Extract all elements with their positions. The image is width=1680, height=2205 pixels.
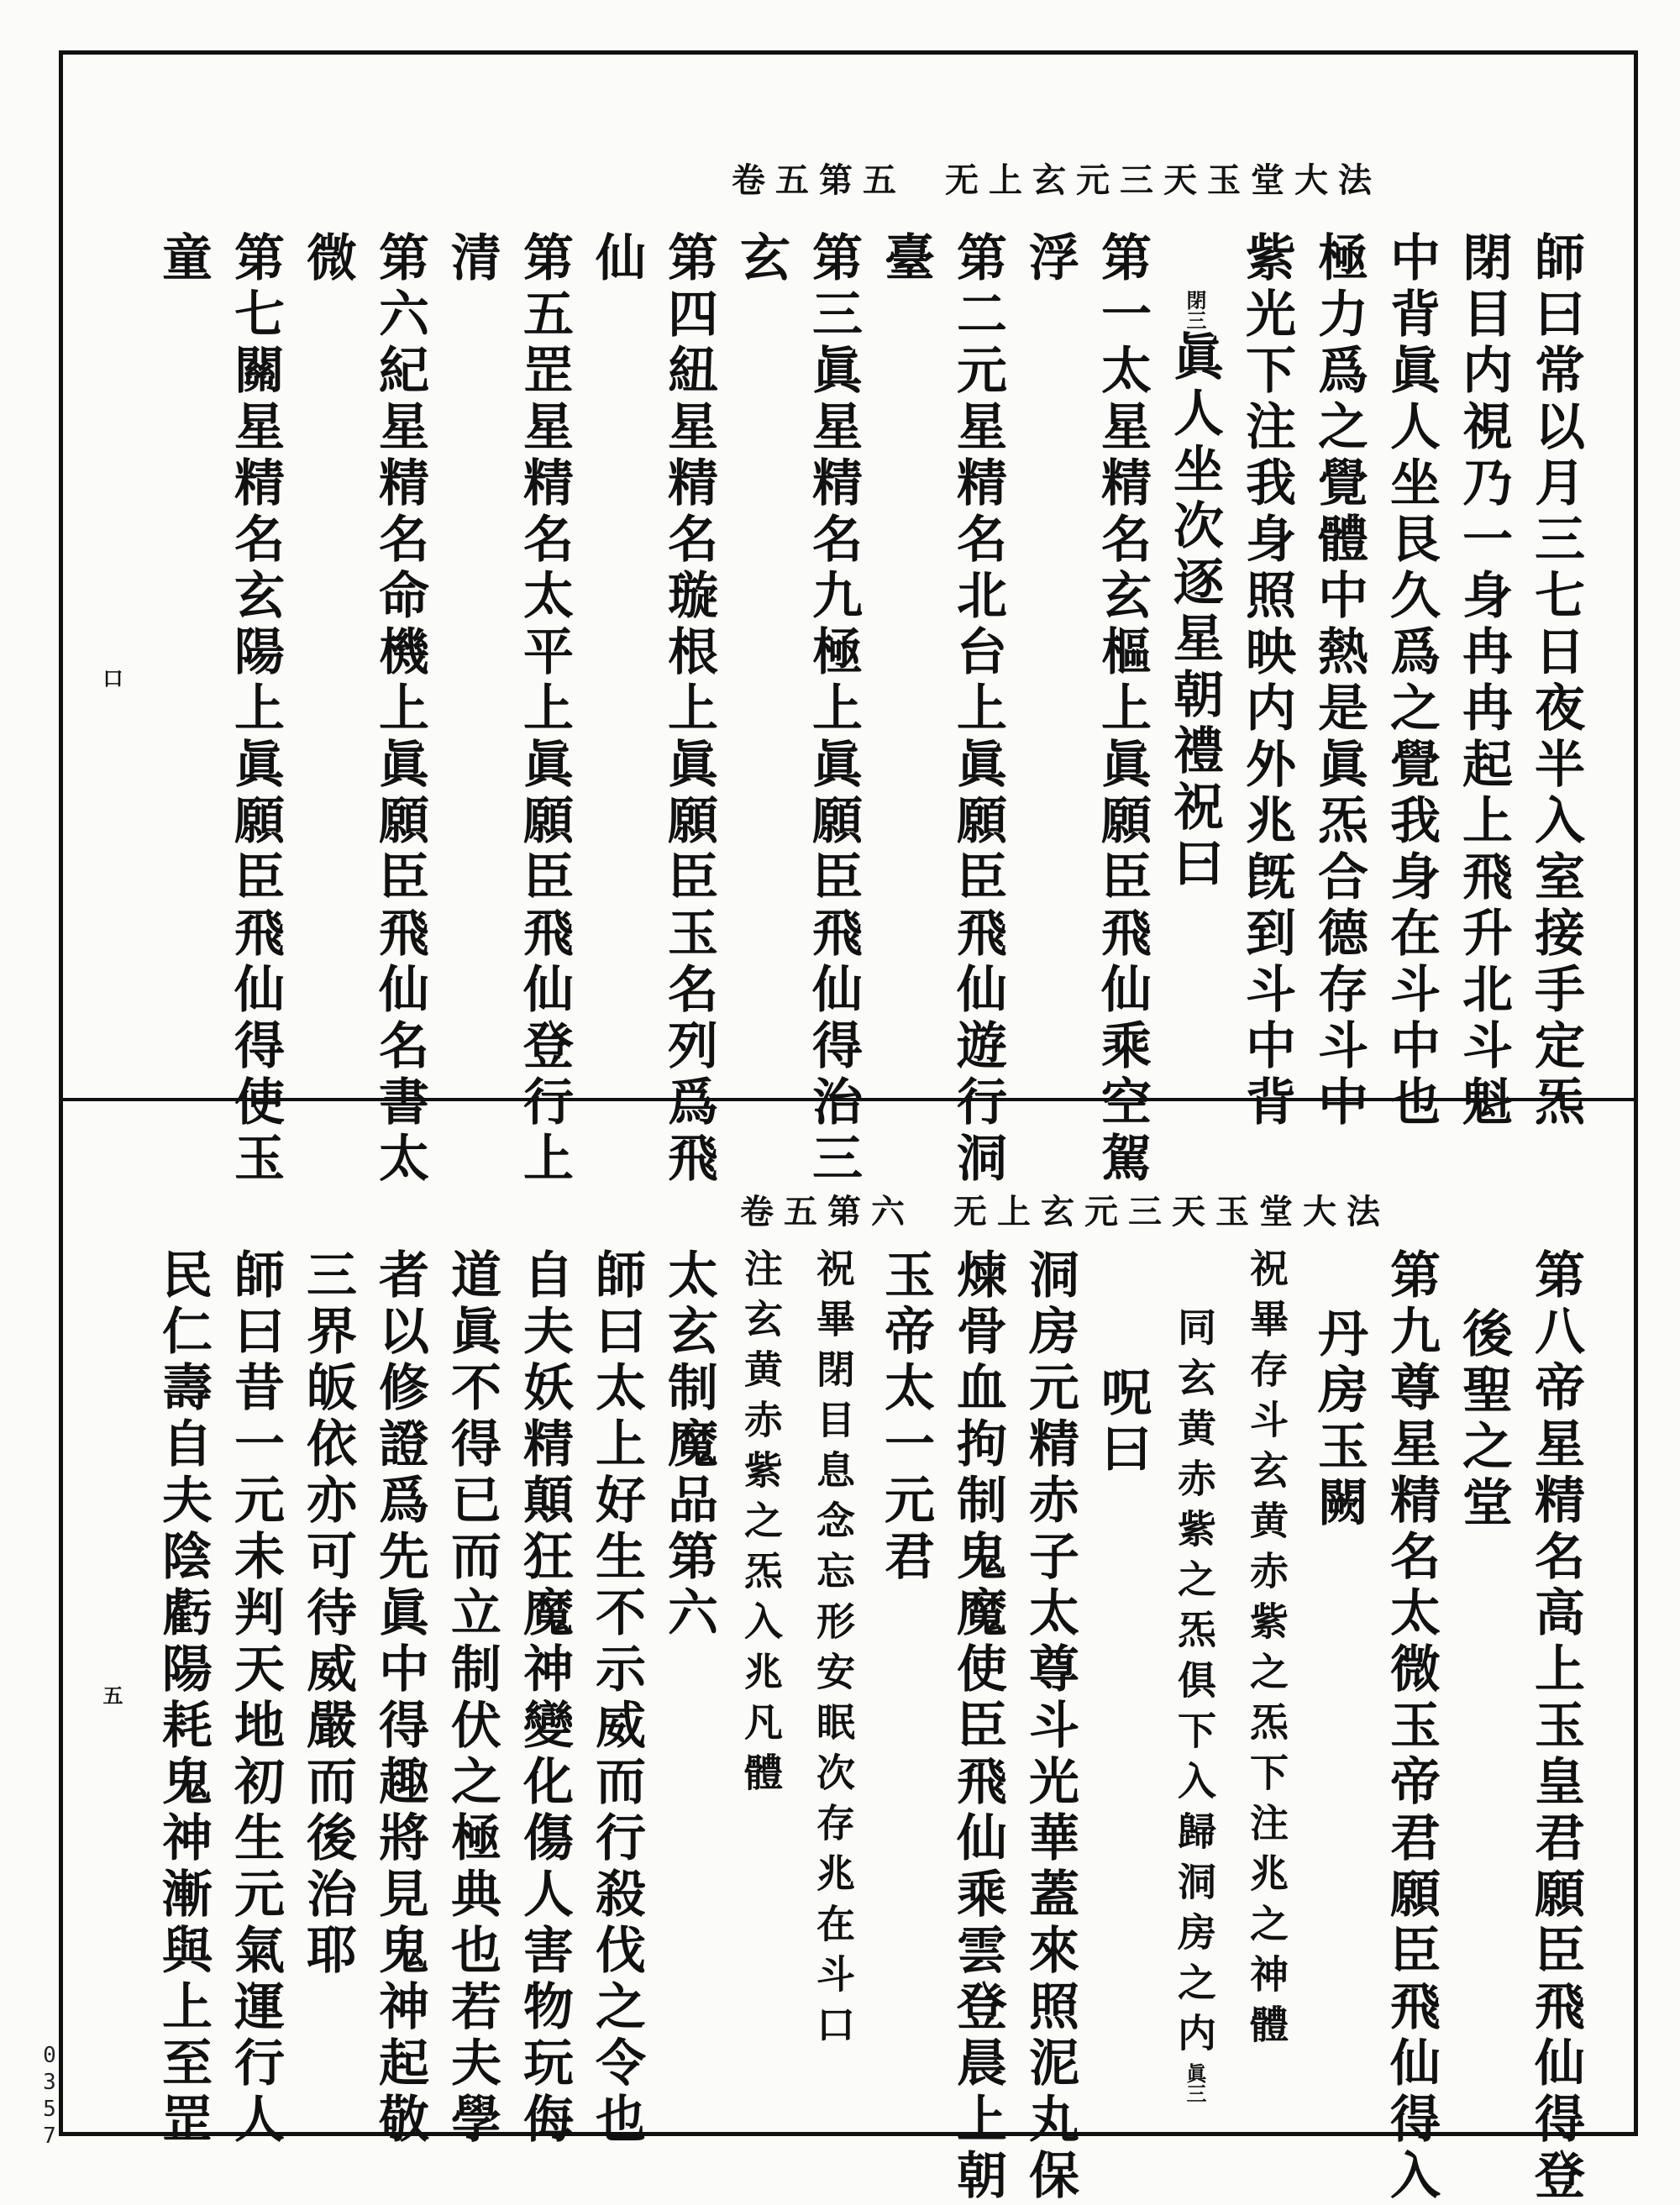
text-column: 第八帝星精名高上玉皇君願臣飛仙得登 [1526,1248,1585,2205]
bottom-running-header [740,1185,1390,1233]
text-column: 丹房玉闕 [1310,1307,1368,1532]
text-column: 祝畢存斗玄黄赤紫之炁下注兆之神體 [1244,1248,1289,2055]
bottom-header-volume: 卷五第六 [740,1192,915,1231]
text-column: 清 [443,231,501,287]
text-column: 浮 [1021,231,1079,287]
text-column: 第一太星精名玄樞上眞願臣飛仙乘空駕 [1093,231,1152,1188]
annotation-note: 五 [99,1685,123,1717]
column-text: 眞人坐次逐星朝禮祝曰 [1165,330,1224,893]
top-running-header [732,154,1382,202]
text-column: 民仁壽自夫陰虧陽耗鬼神漸與上至罡 [154,1248,213,2149]
top-header-title: 无上玄元三天玉堂大法 [945,160,1382,200]
annotation-note: 眞三 [1183,2063,1207,2103]
text-column: 者以修證爲先眞中得趣將見鬼神起敬 [370,1248,429,2149]
text-column: 師曰常以月三七日夜半入室接手定炁 [1526,231,1585,1131]
text-column: 洞房元精赤子太尊斗光華蓋來照泥丸保 [1021,1248,1079,2205]
text-column: 第七關星精名玄陽上眞願臣飛仙得使玉 [226,231,285,1188]
annotation-note: 閉三 [1183,290,1207,330]
text-column: 三界皈依亦可待威嚴而後治耶 [298,1248,357,1980]
bottom-page [63,1101,1634,2205]
text-column [1158,1248,1231,2103]
top-page [63,55,1634,1188]
text-column: 玉帝太一元君 [876,1248,935,1586]
text-column: 自夫妖精顛狂魔神變化傷人害物玩侮 [515,1248,574,2149]
text-column: 煉骨血拘制鬼魔使臣飛仙乘雲登晨上朝 [948,1248,1007,2205]
text-column: 師曰太上好生不示威而行殺伐之令也 [587,1248,646,2149]
text-column: 道眞不得已而立制伏之極典也若夫學 [443,1248,501,2149]
column-text: 同玄黄赤紫之炁俱下入歸洞房之内 [1172,1307,1217,2063]
text-column: 第四紐星精名璇根上眞願臣玉名列爲飛 [659,231,718,1188]
text-column: 極力爲之覺體中熱是眞炁合德存斗中 [1310,231,1368,1131]
text-column: 第六紀星精名命機上眞願臣飛仙名書太 [370,231,429,1188]
text-column [1158,231,1231,1088]
top-text-columns [99,231,1592,1188]
text-column: 呪曰 [1093,1366,1152,1478]
text-column: 後聖之堂 [1454,1307,1513,1532]
annotation-note: 口 [99,668,123,700]
text-column: 中背眞人坐艮久爲之覺我身在斗中也 [1382,231,1441,1131]
text-column: 微 [298,231,357,287]
bottom-text-columns [99,1248,1592,2205]
text-column: 太玄制魔品第六 [659,1248,718,1642]
text-column: 閉目内視乃一身冉冉起上飛升北斗魁 [1454,231,1513,1131]
text-column: 第五罡星精名太平上眞願臣飛仙登行上 [515,231,574,1188]
text-column: 注玄黄赤紫之炁入兆凡體 [738,1248,784,1803]
text-column: 祝畢閉目息念忘形安眠次存兆在斗口 [811,1248,856,2055]
top-header-volume: 卷五第五 [732,160,906,200]
text-column: 臺 [876,231,935,287]
text-column: 童 [154,231,213,287]
text-column: 紫光下注我身照映内外兆旣到斗中背 [1237,231,1296,1131]
text-column: 玄 [732,231,790,287]
text-column: 第二元星精名北台上眞願臣飛仙遊行洞 [948,231,1007,1188]
text-column: 第九尊星精名太微玉帝君願臣飛仙得入 [1382,1248,1441,2205]
page-number: 0357 [37,2043,62,2150]
text-column: 師曰昔一元未判天地初生元氣運行人 [226,1248,285,2149]
text-column: 仙 [587,231,646,287]
bottom-header-title: 无上玄元三天玉堂大法 [953,1192,1390,1231]
text-column: 第三眞星精名九極上眞願臣飛仙得治三 [804,231,863,1188]
